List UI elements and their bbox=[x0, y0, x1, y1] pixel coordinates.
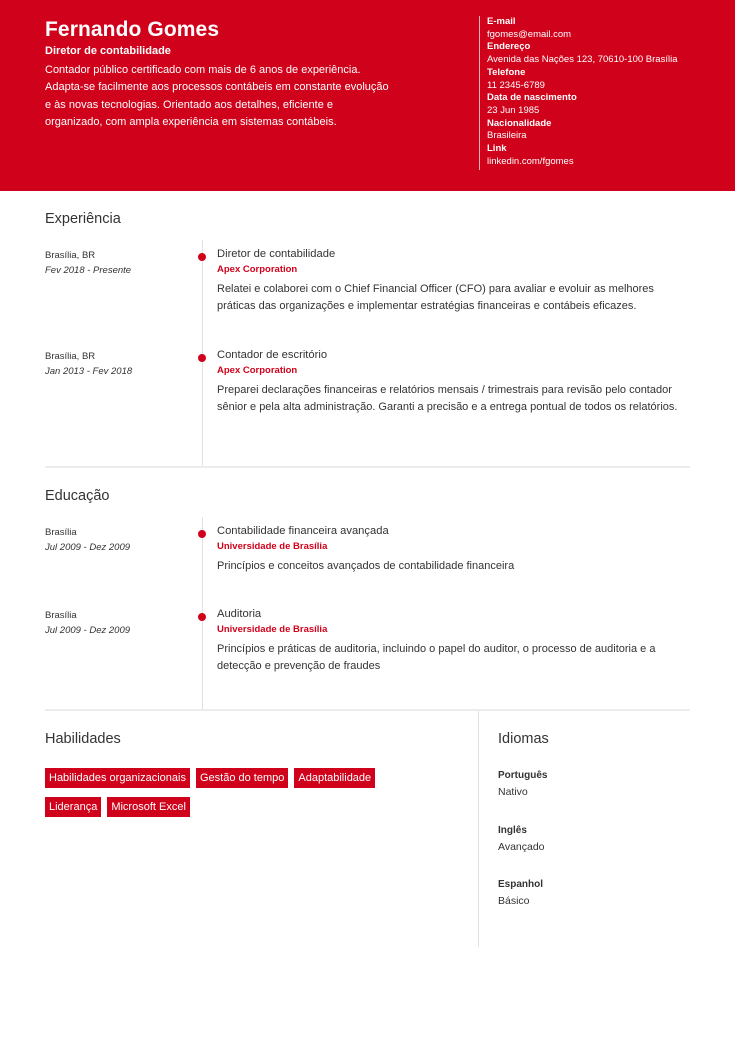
entry-location: Brasília bbox=[45, 527, 77, 538]
timeline-dot-icon bbox=[198, 613, 206, 621]
contact-label-address: Endereço bbox=[487, 41, 531, 53]
skill-tag: Adaptabilidade bbox=[294, 768, 375, 788]
entry-description: Princípios e conceitos avançados de contabilidade financeira bbox=[217, 560, 515, 572]
contact-info bbox=[479, 16, 677, 170]
section-title-education: Educação bbox=[45, 488, 110, 504]
entry-organization: Universidade de Brasília bbox=[217, 541, 328, 552]
language-level: Avançado bbox=[498, 841, 545, 853]
candidate-name: Fernando Gomes bbox=[45, 18, 220, 41]
contact-value-birthdate: 23 Jun 1985 bbox=[487, 104, 540, 116]
entry-location: Brasília bbox=[45, 610, 77, 621]
contact-label-phone: Telefone bbox=[487, 66, 526, 78]
language-level: Nativo bbox=[498, 786, 528, 798]
entry-dates: Fev 2018 - Presente bbox=[45, 265, 132, 276]
section-divider bbox=[45, 709, 690, 711]
entry-description: Relatei e colaborei com o Chief Financial Officer (CFO) para avaliar e evoluir as melhores práticas das organizações e implementar estratégias financeiras e contábeis eficazes. bbox=[217, 283, 654, 313]
entry-dates: Jul 2009 - Dez 2009 bbox=[45, 625, 131, 636]
entry-organization: Apex Corporation bbox=[217, 365, 298, 376]
contact-label-link: Link bbox=[487, 143, 507, 155]
contact-value-phone: 11 2345-6789 bbox=[487, 79, 545, 91]
contact-value-nationality: Brasileira bbox=[487, 130, 527, 142]
language-name: Espanhol bbox=[498, 879, 544, 890]
entry-description: Princípios e práticas de auditoria, incluindo o papel do auditor, o processo de auditoria e a detecção e prevenção de fraudes bbox=[217, 643, 656, 673]
entry-dates: Jul 2009 - Dez 2009 bbox=[45, 542, 131, 553]
entry-role: Contabilidade financeira avançada bbox=[217, 525, 389, 537]
language-name: Inglês bbox=[498, 825, 527, 836]
column-divider bbox=[478, 711, 479, 947]
skill-tag: Habilidades organizacionais bbox=[45, 768, 190, 788]
entry-location: Brasília, BR bbox=[45, 250, 96, 261]
timeline-dot-icon bbox=[198, 253, 206, 261]
section-title-languages: Idiomas bbox=[498, 731, 549, 747]
contact-value-address: Avenida das Nações 123, 70610-100 Brasília bbox=[487, 54, 678, 66]
resume-header bbox=[0, 0, 735, 191]
skill-tag: Microsoft Excel bbox=[107, 797, 190, 817]
contact-label-email: E-mail bbox=[487, 16, 516, 27]
entry-organization: Apex Corporation bbox=[217, 264, 298, 275]
language-level: Básico bbox=[498, 895, 530, 907]
language-name: Português bbox=[498, 770, 548, 781]
entry-role: Diretor de contabilidade bbox=[217, 248, 336, 260]
contact-label-nationality: Nacionalidade bbox=[487, 117, 552, 129]
skills-list bbox=[45, 768, 435, 826]
language-item bbox=[498, 879, 543, 907]
language-item bbox=[498, 770, 547, 798]
entry-dates: Jan 2013 - Fev 2018 bbox=[45, 366, 133, 377]
section-divider bbox=[45, 466, 690, 468]
timeline-dot-icon bbox=[198, 354, 206, 362]
skill-tag: Liderança bbox=[45, 797, 101, 817]
contact-label-birthdate: Data de nascimento bbox=[487, 92, 577, 104]
candidate-title: Diretor de contabilidade bbox=[45, 45, 171, 57]
entry-role: Auditoria bbox=[217, 608, 262, 620]
contact-value-email[interactable]: fgomes@email.com bbox=[487, 28, 572, 40]
entry-role: Contador de escritório bbox=[217, 349, 328, 361]
candidate-summary: Contador público certificado com mais de 6 anos de experiência. Adapta-se facilmente aos processos contábeis em constante evolução e às novas tecnologias. Orientado aos detalhes, eficiente e organizado, com ampla experiência em sistemas contábeis. bbox=[45, 64, 389, 128]
entry-location: Brasília, BR bbox=[45, 351, 96, 362]
section-title-skills: Habilidades bbox=[45, 731, 121, 747]
entry-description: Preparei declarações financeiras e relatórios mensais / trimestrais para revisão pelo contador sênior e pela alta administração. Garanti a precisão e a entrega pontual de todos os relatórios. bbox=[217, 384, 678, 414]
experience-timeline-line bbox=[202, 240, 203, 466]
section-title-experience: Experiência bbox=[45, 211, 121, 227]
skill-tag: Gestão do tempo bbox=[196, 768, 288, 788]
timeline-dot-icon bbox=[198, 530, 206, 538]
entry-organization: Universidade de Brasília bbox=[217, 624, 328, 635]
contact-value-link[interactable]: linkedin.com/fgomes bbox=[487, 155, 574, 167]
language-item bbox=[498, 825, 545, 853]
